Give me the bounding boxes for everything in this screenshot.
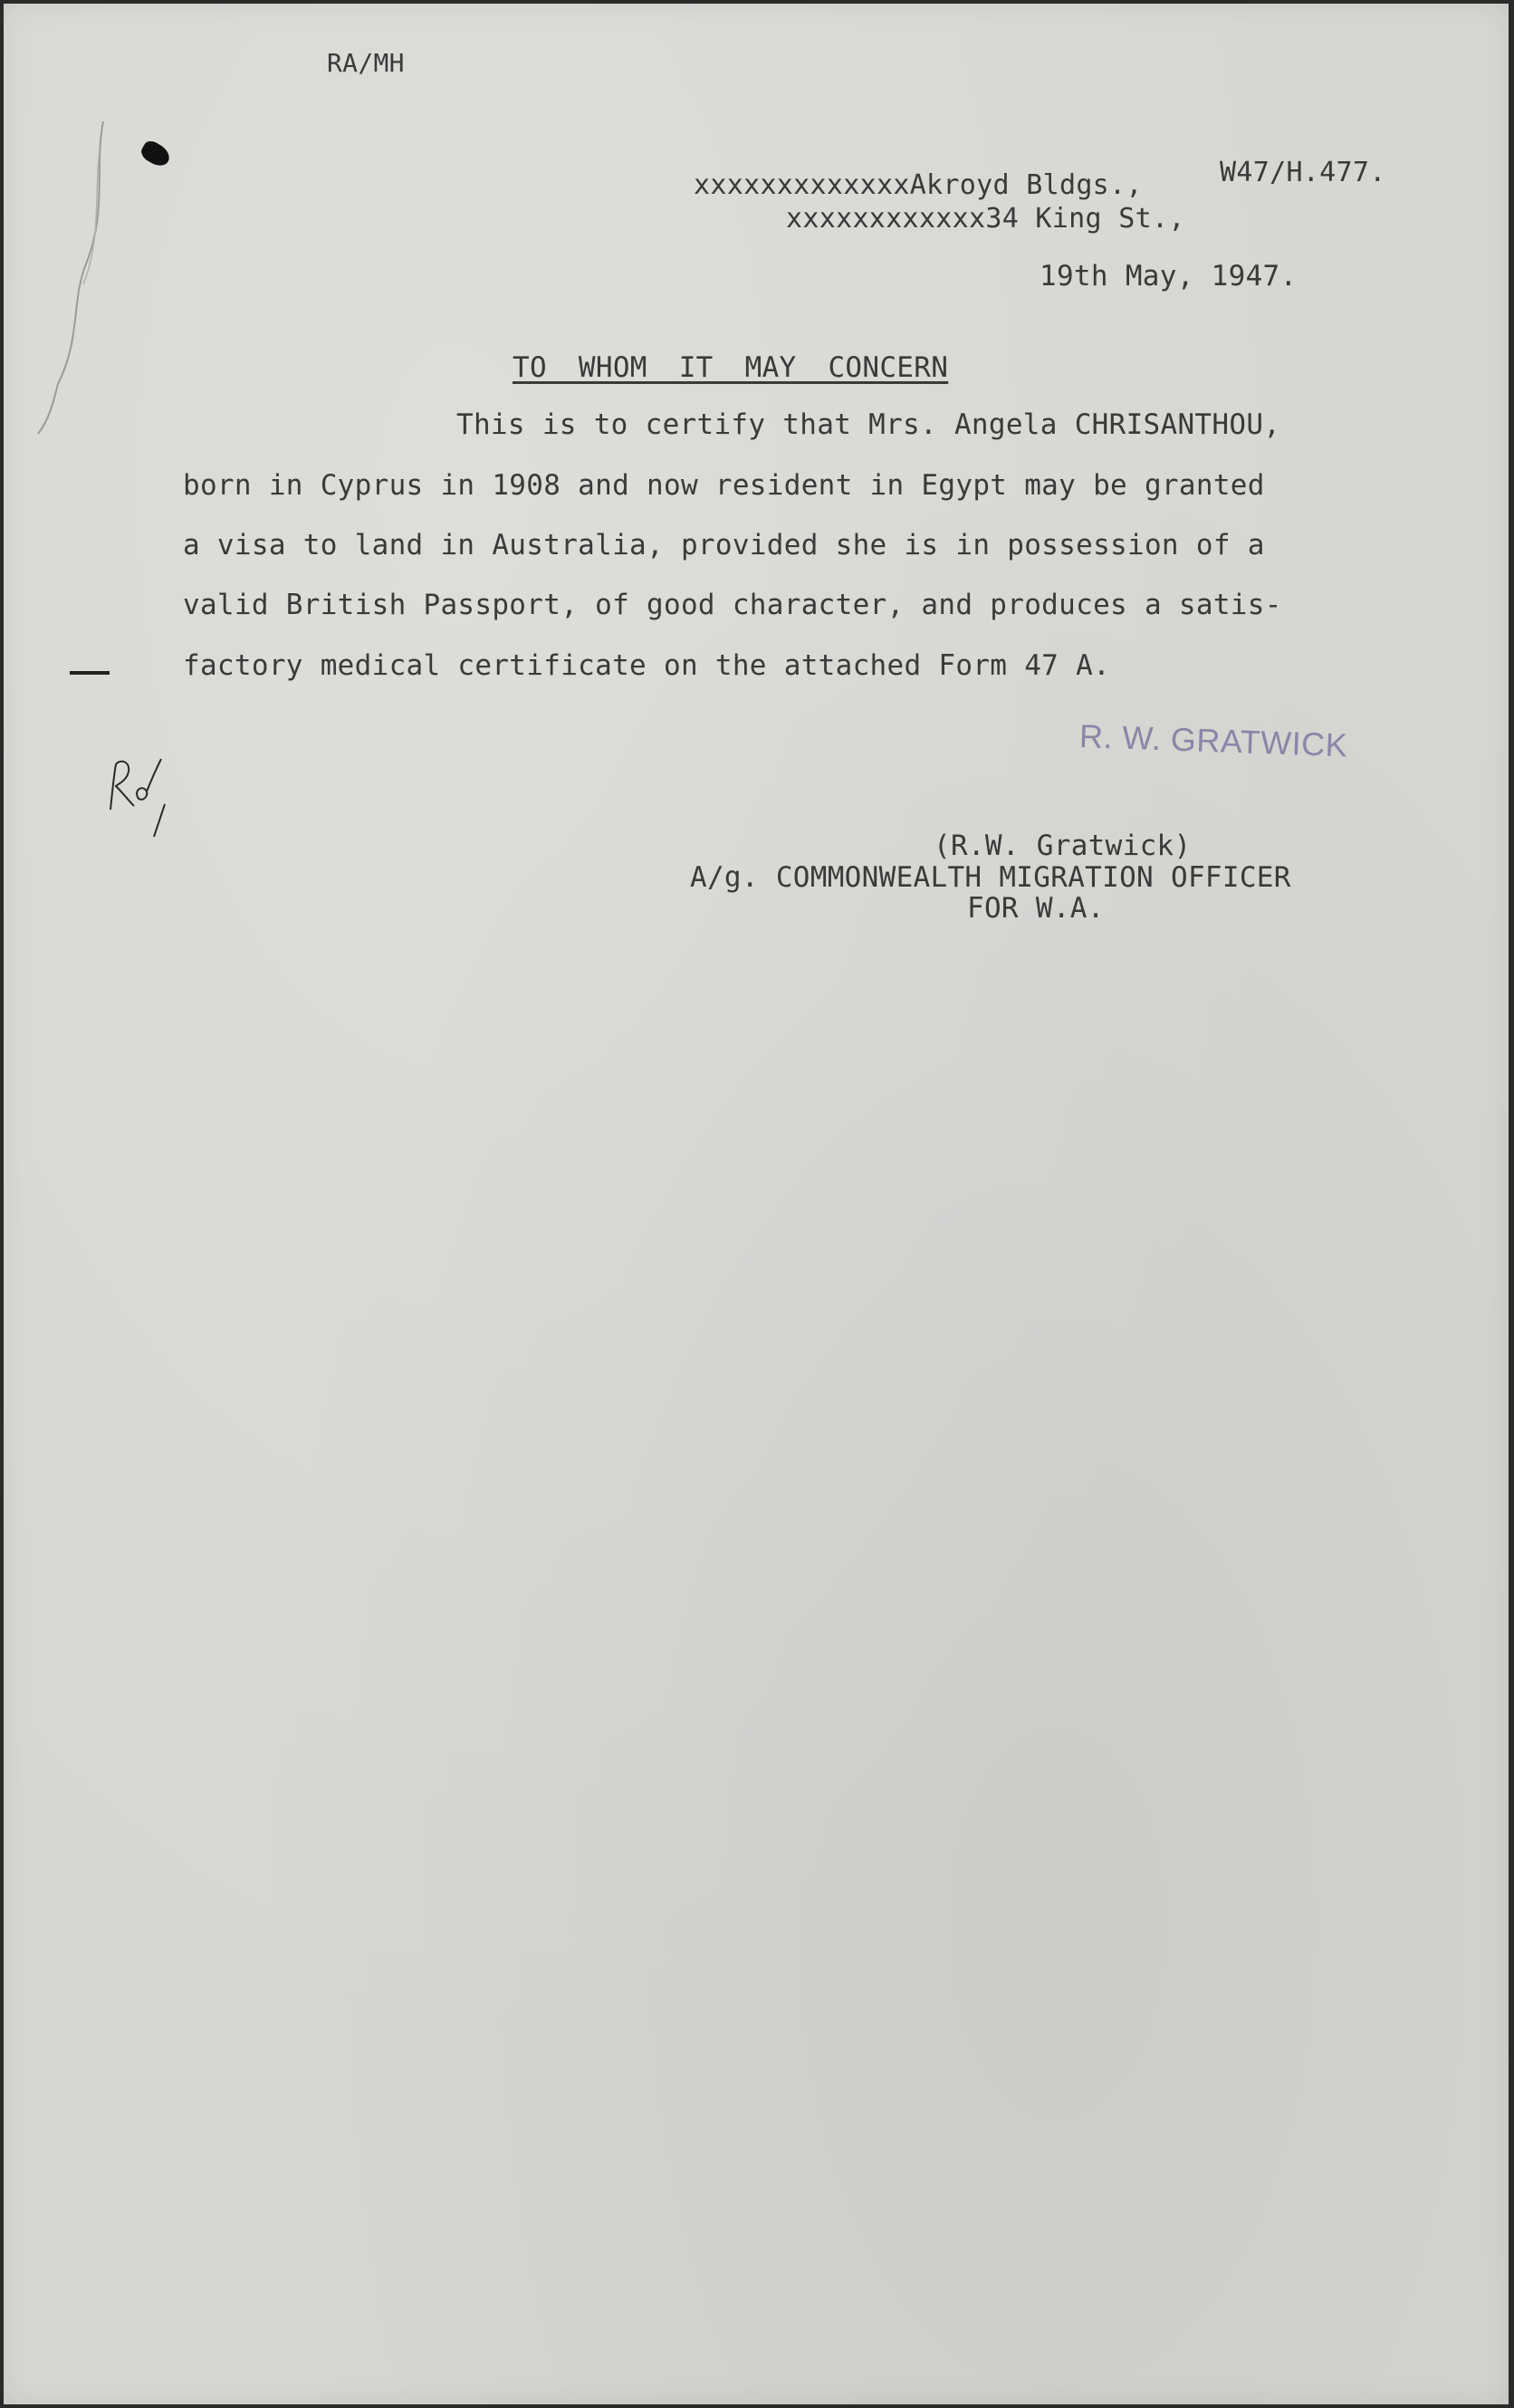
signatory-title: A/g. COMMONWEALTH MIGRATION OFFICER <box>690 861 1291 894</box>
signature-stamp: R. W. GRATWICK <box>1078 717 1348 764</box>
ink-blot <box>139 138 174 169</box>
body-line-5: factory medical certificate on the attached Form 47 A. <box>183 649 1111 682</box>
reference-code: RA/MH <box>327 48 405 78</box>
address-line-1: xxxxxxxxxxxxxAkroyd Bldgs., <box>694 169 1143 201</box>
margin-dash-mark <box>70 671 110 675</box>
address-line-2: xxxxxxxxxxxx34 King St., <box>786 203 1185 235</box>
signatory-region: FOR W.A. <box>967 892 1105 925</box>
paper-tear-mark <box>31 112 112 438</box>
document-page <box>4 4 1509 2404</box>
letter-date: 19th May, 1947. <box>1040 260 1298 293</box>
file-reference: W47/H.477. <box>1220 157 1386 188</box>
body-line-2: born in Cyprus in 1908 and now resident in Egypt may be granted <box>183 469 1265 502</box>
body-line-3: a visa to land in Australia, provided she is in possession of a <box>183 529 1265 561</box>
letter-heading: TO WHOM IT MAY CONCERN <box>513 351 949 384</box>
body-line-4: valid British Passport, of good character, and produces a satis- <box>183 589 1282 621</box>
signatory-name: (R.W. Gratwick) <box>934 830 1192 862</box>
handwritten-initials <box>101 746 183 846</box>
body-line-1: This is to certify that Mrs. Angela CHRISANTHOU, <box>456 408 1281 441</box>
